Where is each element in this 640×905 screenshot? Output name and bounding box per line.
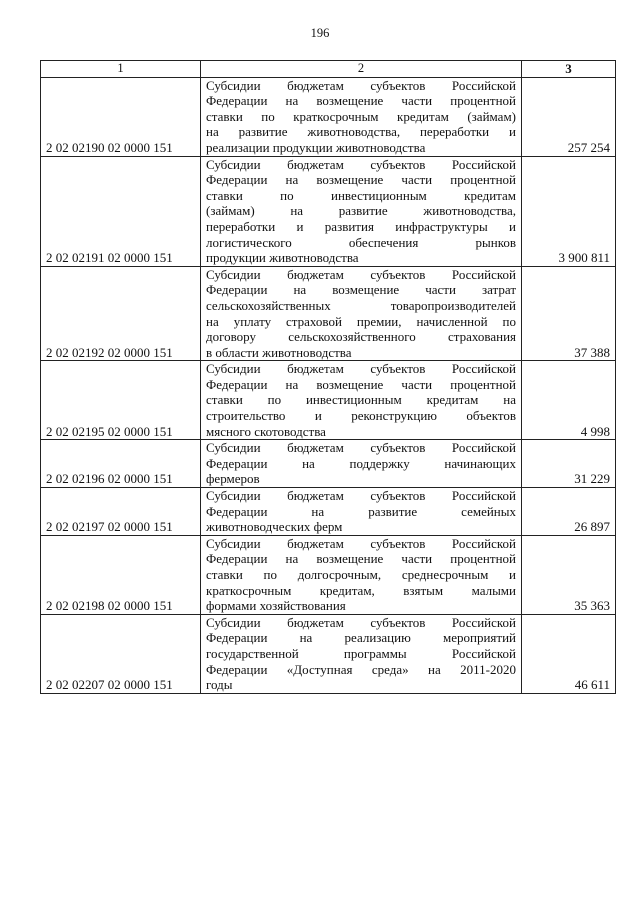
description-line: Субсидии бюджетам субъектов Российской bbox=[206, 440, 516, 456]
table-header bbox=[41, 61, 616, 78]
description-line: Федерации на возмещение части затрат bbox=[206, 282, 516, 298]
table-row bbox=[41, 614, 616, 693]
description-line: Субсидии бюджетам субъектов Российской bbox=[206, 77, 516, 93]
header-col-3: 3 bbox=[522, 61, 616, 78]
description-line: Федерации на поддержку начинающих bbox=[206, 455, 516, 471]
description-line: краткосрочным кредитам, взятым малыми bbox=[206, 582, 516, 598]
description-line: Субсидии бюджетам субъектов Российской bbox=[206, 156, 516, 172]
table-row bbox=[41, 440, 616, 488]
budget-code: 2 02 02196 02 0000 151 bbox=[41, 440, 201, 488]
table-row bbox=[41, 361, 616, 440]
description-line: переработки и развития инфраструктуры и bbox=[206, 218, 516, 234]
description-line: ставки по долгосрочным, среднесрочным и bbox=[206, 567, 516, 582]
budget-code: 2 02 02197 02 0000 151 bbox=[41, 488, 201, 536]
table-row bbox=[41, 77, 616, 156]
header-col-2: 2 bbox=[201, 61, 522, 78]
table-row bbox=[41, 156, 616, 266]
subsidy-description bbox=[201, 440, 522, 488]
budget-table bbox=[40, 60, 616, 694]
amount: 257 254 bbox=[522, 77, 616, 156]
subsidy-description bbox=[201, 488, 522, 536]
budget-code: 2 02 02192 02 0000 151 bbox=[41, 266, 201, 361]
description-line: ставки по инвестиционным кредитам на bbox=[206, 392, 516, 408]
subsidy-description bbox=[201, 156, 522, 266]
budget-code: 2 02 02191 02 0000 151 bbox=[41, 156, 201, 266]
description-line: ставки по краткосрочным кредитам (займам) bbox=[206, 108, 516, 124]
description-line: Субсидии бюджетам субъектов Российской bbox=[206, 266, 516, 282]
table-row bbox=[41, 266, 616, 361]
description-line: Федерации на возмещение части процентной bbox=[206, 376, 516, 392]
description-line: на уплату страховой премии, начисленной по bbox=[206, 313, 516, 329]
description-line: годы bbox=[206, 677, 233, 693]
amount: 3 900 811 bbox=[522, 156, 616, 266]
subsidy-description bbox=[201, 535, 522, 614]
subsidy-description bbox=[201, 266, 522, 361]
description-line: реализации продукции животноводства bbox=[206, 139, 426, 155]
description-line: мясного скотоводства bbox=[206, 423, 326, 439]
amount: 37 388 bbox=[522, 266, 616, 361]
header-col-1: 1 bbox=[41, 61, 201, 78]
table-row bbox=[41, 488, 616, 536]
description-line: договору сельскохозяйственного страхования bbox=[206, 329, 516, 345]
budget-code: 2 02 02195 02 0000 151 bbox=[41, 361, 201, 440]
description-line: строительство и реконструкцию объектов bbox=[206, 408, 516, 424]
header-row bbox=[41, 61, 616, 78]
description-line: Субсидии бюджетам субъектов Российской bbox=[206, 614, 516, 630]
table-row bbox=[41, 535, 616, 614]
description-line: государственной программы Российской bbox=[206, 645, 516, 661]
amount: 4 998 bbox=[522, 361, 616, 440]
description-line: на развитие животноводства, переработки и bbox=[206, 124, 516, 140]
budget-code: 2 02 02207 02 0000 151 bbox=[41, 614, 201, 693]
description-line: животноводческих ферм bbox=[206, 519, 343, 535]
description-line: Федерации на развитие семейных bbox=[206, 503, 516, 519]
subsidy-description bbox=[201, 361, 522, 440]
subsidy-description bbox=[201, 77, 522, 156]
description-line: Федерации на реализацию мероприятий bbox=[206, 630, 516, 646]
description-line: Субсидии бюджетам субъектов Российской bbox=[206, 535, 516, 551]
description-line: сельскохозяйственных товаропроизводителей bbox=[206, 297, 516, 313]
subsidy-description bbox=[201, 614, 522, 693]
description-line: в области животноводства bbox=[206, 344, 352, 360]
budget-code: 2 02 02198 02 0000 151 bbox=[41, 535, 201, 614]
description-line: Федерации на возмещение части процентной bbox=[206, 551, 516, 567]
description-line: Субсидии бюджетам субъектов Российской bbox=[206, 361, 516, 377]
budget-code: 2 02 02190 02 0000 151 bbox=[41, 77, 201, 156]
amount: 46 611 bbox=[522, 614, 616, 693]
description-line: логистического обеспечения рынков bbox=[206, 234, 516, 250]
description-line: продукции животноводства bbox=[206, 250, 359, 266]
amount: 31 229 bbox=[522, 440, 616, 488]
description-line: фермеров bbox=[206, 471, 260, 487]
description-line: Субсидии бюджетам субъектов Российской bbox=[206, 488, 516, 504]
description-line: ставки по инвестиционным кредитам bbox=[206, 187, 516, 203]
amount: 26 897 bbox=[522, 488, 616, 536]
description-line: формами хозяйствования bbox=[206, 598, 346, 614]
table-body bbox=[41, 77, 616, 693]
page-number: 196 bbox=[310, 26, 330, 40]
description-line: Федерации на возмещение части процентной bbox=[206, 93, 516, 109]
description-line: (займам) на развитие животноводства, bbox=[206, 203, 516, 219]
description-line: Федерации на возмещение части процентной bbox=[206, 172, 516, 188]
description-line: Федерации «Доступная среда» на 2011-2020 bbox=[206, 661, 516, 677]
amount: 35 363 bbox=[522, 535, 616, 614]
